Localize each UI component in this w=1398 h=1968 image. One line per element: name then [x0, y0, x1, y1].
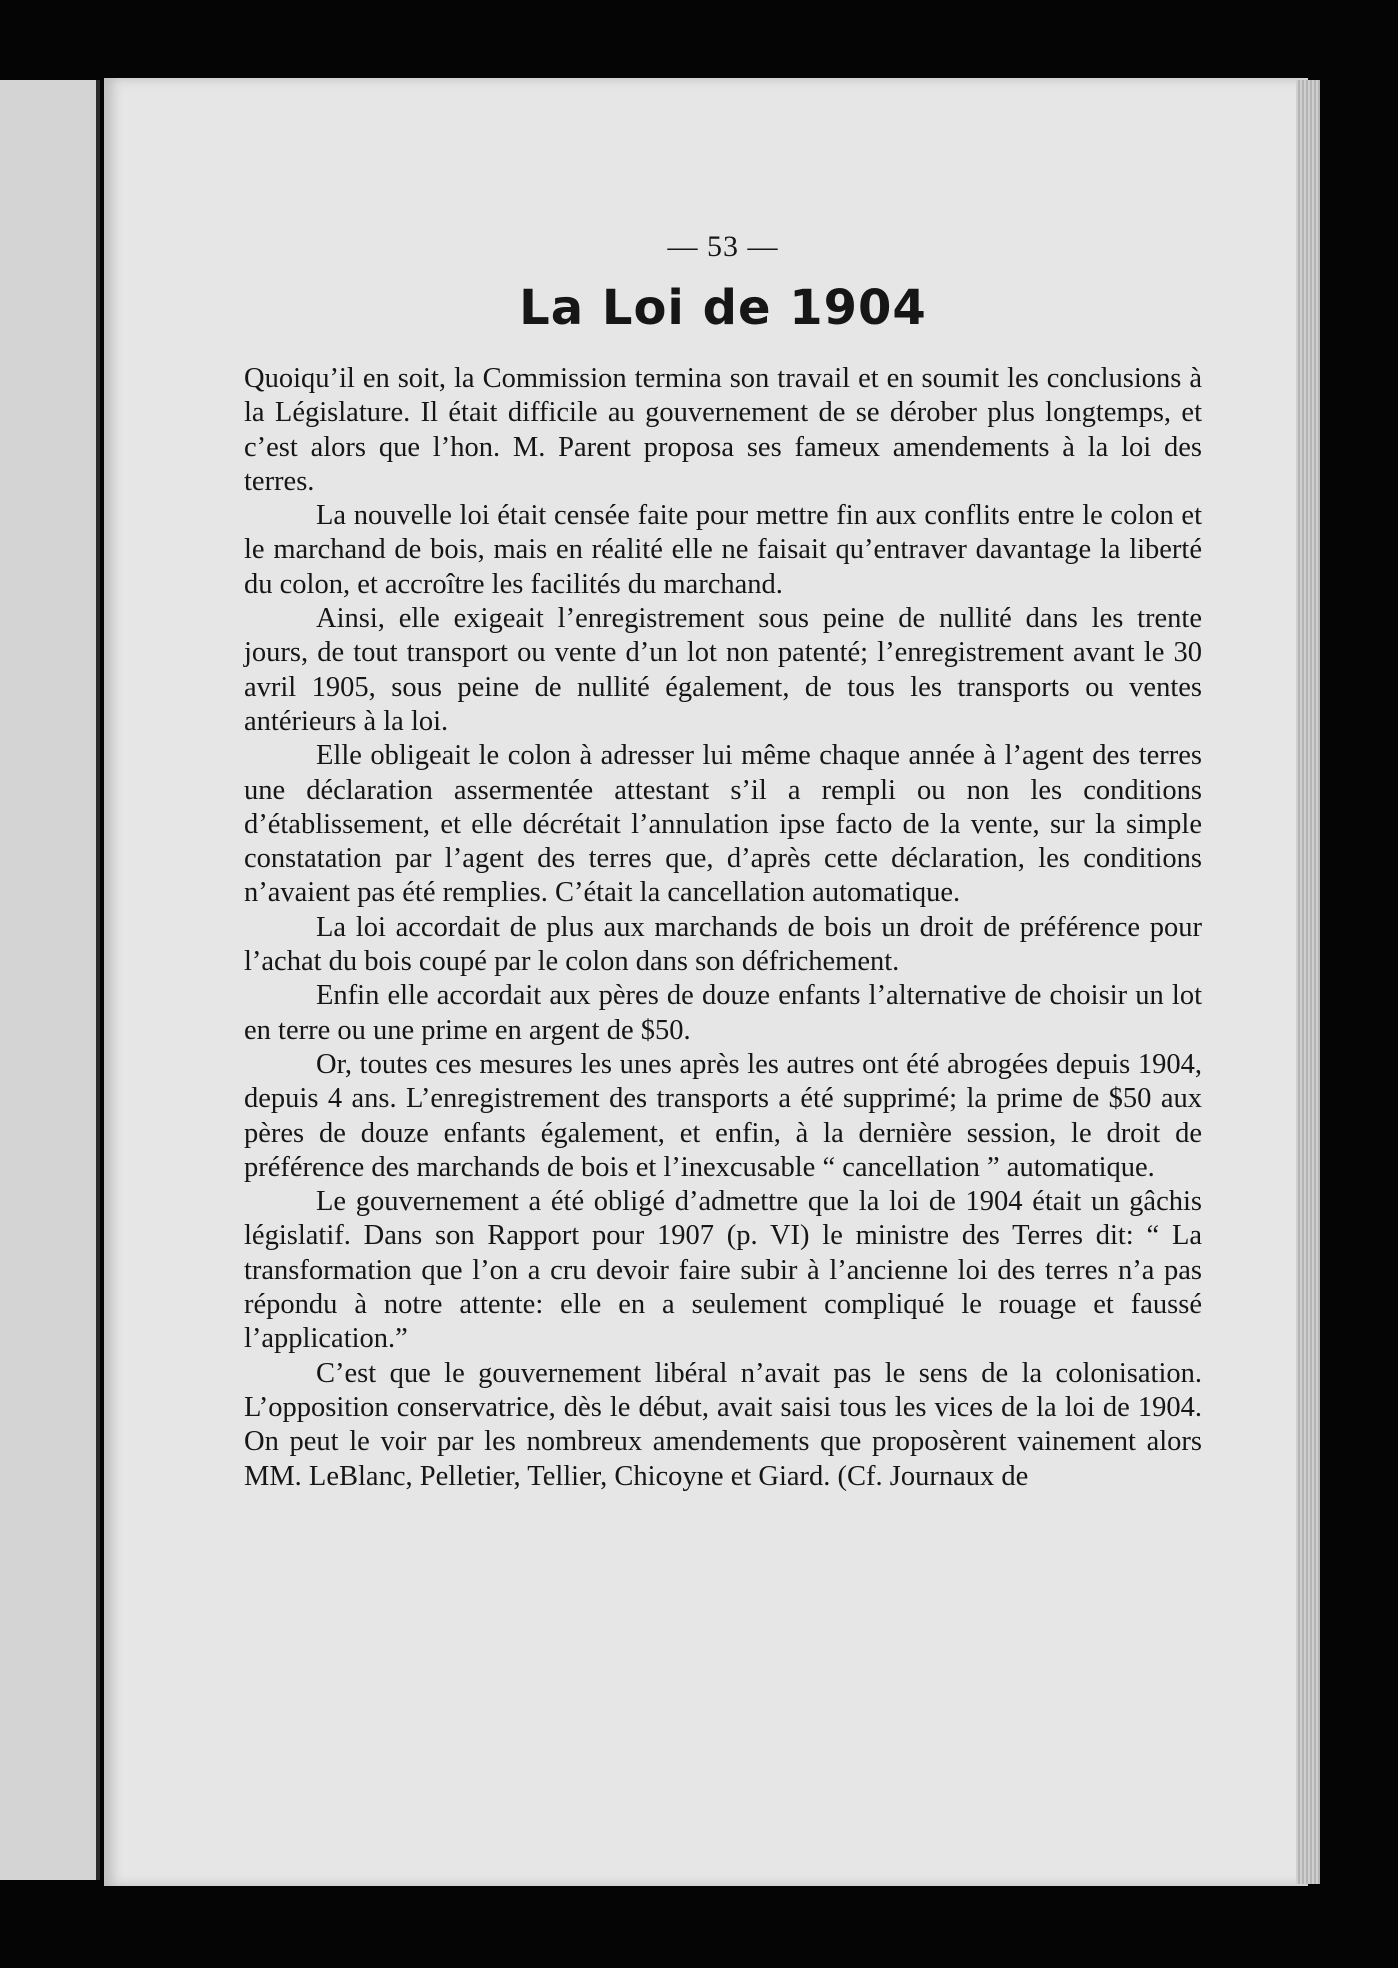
paragraph-8: Le gouvernement a été obligé d’admettre que la loi de 1904 était un gâchis législatif. Dans son Rapport pour 1907 (p. VI) le ministre des Terres dit: “ La transformation que l’on a cru devoir faire subir à l’ancienne loi des terres n’a pas répondu à notre attente: elle en a seulement compliqué le rouage et faussé l’application.” [244, 1186, 1202, 1355]
page-number: — 53 — [667, 230, 779, 263]
paragraph-4: Elle obligeait le colon à adresser lui même chaque année à l’agent des terres une déclaration assermentée attestant s’il a rempli ou non les conditions d’établissement, et elle décrétait l’annulation ipse facto de la vente, sur la simple constatation par l’agent des terres que, d’après cette déclaration, les conditions n’avaient pas été remplies. C’était la cancellation automatique. [244, 740, 1202, 909]
paragraph-3: Ainsi, elle exigeait l’enregistrement sous peine de nullité dans les trente jours, de tout transport ou vente d’un lot non patenté; l’enregistrement avant le 30 avril 1905, sous peine de nullité également, de tous les transports ou ventes antérieurs à la loi. [244, 603, 1202, 737]
paragraph-5: La loi accordait de plus aux marchands de bois un droit de préférence pour l’achat du bois coupé par le colon dans son défrichement. [244, 911, 1202, 978]
chapter-title: La Loi de 1904 [519, 280, 927, 336]
previous-page-edge [0, 80, 100, 1880]
page-stack-edge [1296, 80, 1320, 1884]
paragraph-7: Or, toutes ces mesures les unes après les autres ont été abrogées depuis 1904, depuis 4 ans. L’enregistrement des transports a été supprimé; la prime de $50 aux pères de douze enfants également, et enfin, à la dernière session, le droit de préférence des marchands de bois et l’inexcusable “ cancellation ” automatique. [244, 1048, 1202, 1183]
paragraph-2: La nouvelle loi était censée faite pour mettre fin aux conflits entre le colon et le marchand de bois, mais en réalité elle ne faisait qu’entraver davantage la liberté du colon, et accroître les facilités du marchand. [244, 500, 1202, 600]
paragraph-1: Quoiqu’il en soit, la Commission termina son travail et en soumit les conclusions à la Législature. Il était difficile au gouvernement de se dérober plus longtemps, et c’est alors que l’hon. M. Parent proposa ses fameux amendements à la loi des terres. [244, 363, 1202, 497]
page-content [244, 230, 1202, 1494]
paragraph-9: C’est que le gouvernement libéral n’avait pas le sens de la colonisation. L’opposition conservatrice, dès le début, avait saisi tous les vices de la loi de 1904. On peut le voir par les nombreux amendements que proposèrent vainement alors MM. LeBlanc, Pelletier, Tellier, Chicoyne et Giard. (Cf. Journaux de [244, 1357, 1202, 1492]
paragraph-6: Enfin elle accordait aux pères de douze enfants l’alternative de choisir un lot en terre ou une prime en argent de $50. [244, 980, 1202, 1046]
